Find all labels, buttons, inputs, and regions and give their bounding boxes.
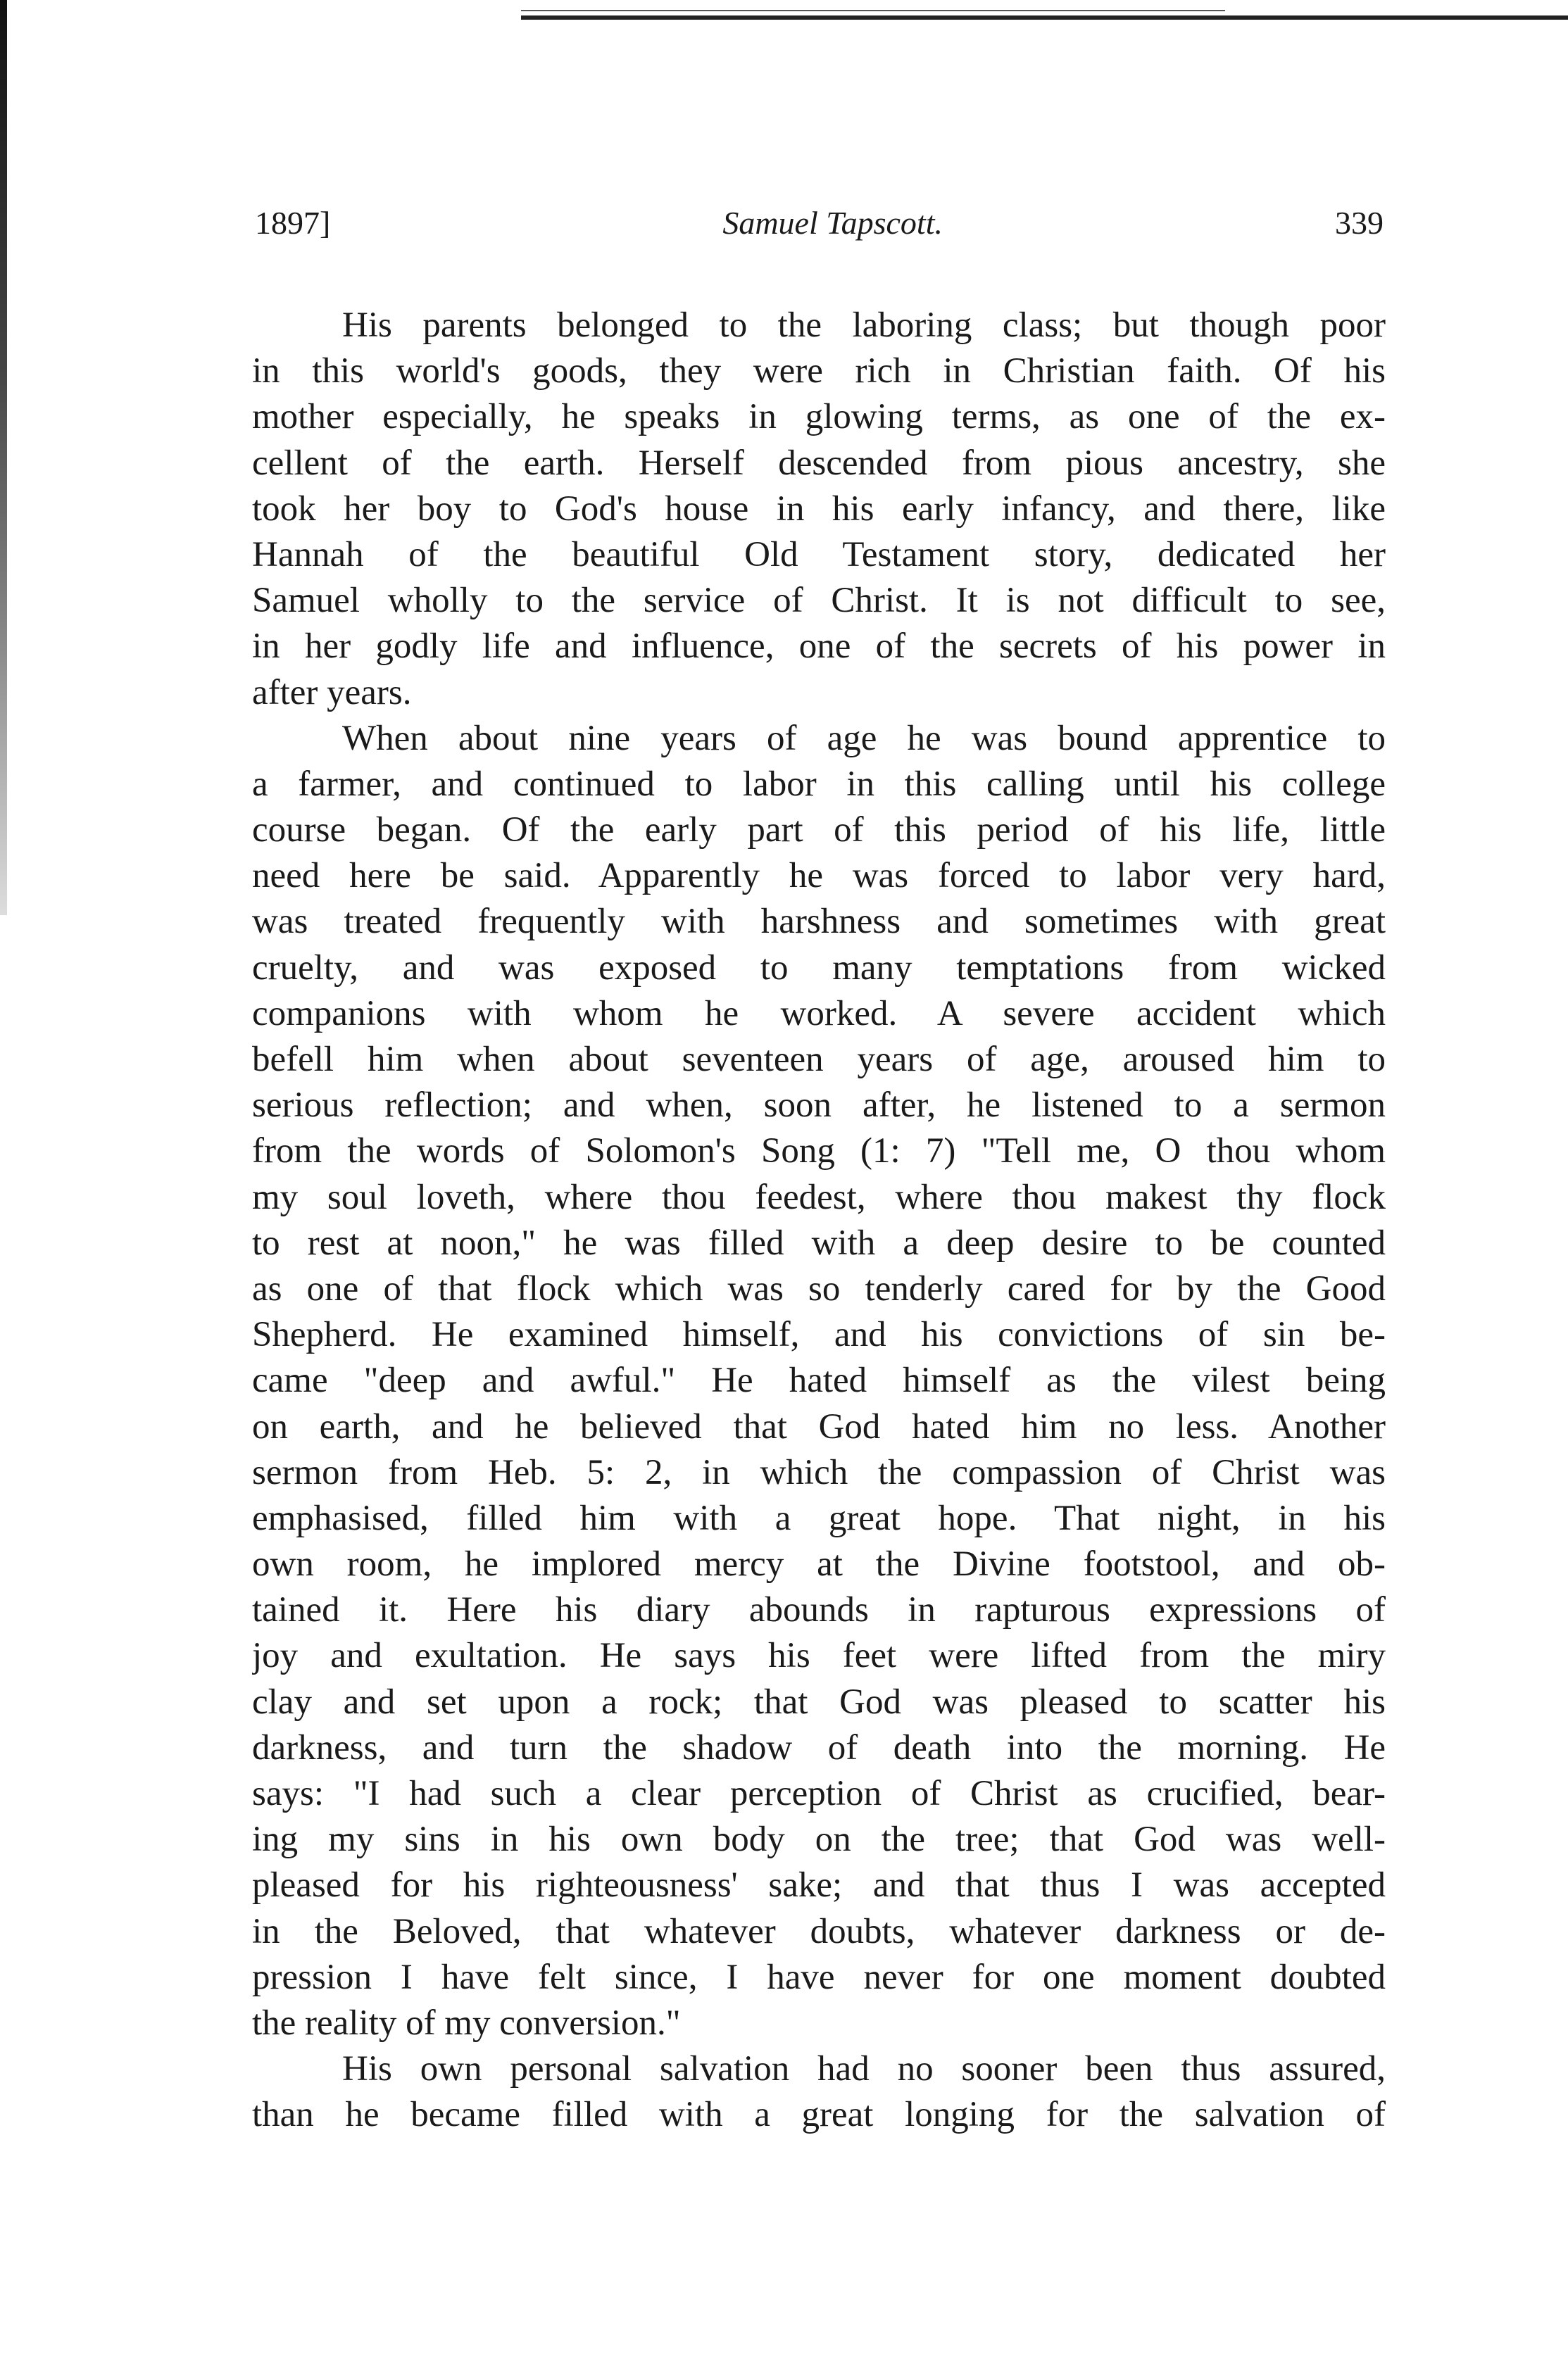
text-line: tained it. Here his diary abounds in rapturous expressions of: [252, 1590, 1386, 1630]
text-line: to rest at noon," he was filled with a deep desire to be counted: [252, 1223, 1386, 1263]
text-line: cruelty, and was exposed to many temptations from wicked: [252, 947, 1386, 988]
text-line: Hannah of the beautiful Old Testament story, dedicated her: [252, 534, 1386, 574]
text-line: the reality of my conversion.": [252, 2003, 681, 2043]
left-scan-edge: [0, 0, 7, 915]
text-line: says: "I had such a clear perception of Christ as crucified, bear-: [252, 1774, 1386, 1813]
header-year: 1897]: [255, 205, 331, 241]
text-line: mother especially, he speaks in glowing terms, as one of the ex-: [252, 397, 1386, 437]
text-line: befell him when about seventeen years of age, aroused him to: [252, 1040, 1386, 1079]
text-line: His own personal salvation had no sooner been thus assured,: [342, 2049, 1386, 2089]
text-line: from the words of Solomon's Song (1: 7) "Tell me, O thou whom: [252, 1131, 1386, 1171]
text-line: in this world's goods, they were rich in Christian faith. Of his: [252, 351, 1386, 391]
text-line: course began. Of the early part of this period of his life, little: [252, 810, 1386, 850]
text-line: cellent of the earth. Herself descended from pious ancestry, she: [252, 443, 1386, 483]
text-line: When about nine years of age he was bound apprentice to: [342, 718, 1386, 758]
running-head: [255, 204, 1384, 260]
text-line: a farmer, and continued to labor in this calling until his college: [252, 764, 1386, 804]
top-scan-rule-thin: [521, 10, 1225, 11]
top-scan-rule: [521, 15, 1568, 20]
text-line: own room, he implored mercy at the Divine footstool, and ob-: [252, 1544, 1386, 1585]
text-line: companions with whom he worked. A severe accident which: [252, 993, 1386, 1033]
paragraph-1: [252, 303, 1386, 716]
paragraph-2: [252, 716, 1386, 2046]
text-line: ing my sins in his own body on the tree; that God was well-: [252, 1820, 1386, 1860]
text-line: my soul loveth, where thou feedest, where thou makest thy flock: [252, 1177, 1386, 1217]
text-line: serious reflection; and when, soon after, he listened to a sermon: [252, 1085, 1386, 1126]
text-line: Samuel wholly to the service of Christ. It is not difficult to see,: [252, 581, 1386, 621]
text-line: in the Beloved, that whatever doubts, whatever darkness or de-: [252, 1911, 1386, 1951]
text-line: as one of that flock which was so tenderly cared for by the Good: [252, 1268, 1386, 1309]
text-line: pression I have felt since, I have never for one moment doubted: [252, 1957, 1386, 1997]
text-line: in her godly life and influence, one of the secrets of his power in: [252, 627, 1386, 667]
text-line: His parents belonged to the laboring class; but though poor: [342, 306, 1386, 345]
text-line: clay and set upon a rock; that God was pleased to scatter his: [252, 1682, 1386, 1722]
text-line: than he became filled with a great longing for the salvation of: [252, 2095, 1386, 2135]
page-number: 339: [1334, 205, 1384, 241]
text-line: darkness, and turn the shadow of death into the morning. He: [252, 1727, 1386, 1768]
paragraph-3: [252, 2046, 1386, 2138]
text-line: took her boy to God's house in his early infancy, and there, like: [252, 489, 1386, 529]
text-line: on earth, and he believed that God hated him no less. Another: [252, 1406, 1386, 1447]
text-line: was treated frequently with harshness and sometimes with great: [252, 902, 1386, 942]
header-title: Samuel Tapscott.: [722, 205, 943, 241]
text-line: after years.: [252, 672, 412, 712]
text-line: sermon from Heb. 5: 2, in which the compassion of Christ was: [252, 1452, 1386, 1492]
text-line: joy and exultation. He says his feet were lifted from the miry: [252, 1636, 1386, 1676]
body-text: [252, 303, 1386, 2139]
text-line: need here be said. Apparently he was forced to labor very hard,: [252, 856, 1386, 896]
text-line: pleased for his righteousness' sake; and that thus I was accepted: [252, 1865, 1386, 1906]
text-line: came "deep and awful." He hated himself as the vilest being: [252, 1361, 1386, 1401]
text-line: emphasised, filled him with a great hope. That night, in his: [252, 1498, 1386, 1538]
text-line: Shepherd. He examined himself, and his convictions of sin be-: [252, 1315, 1386, 1355]
